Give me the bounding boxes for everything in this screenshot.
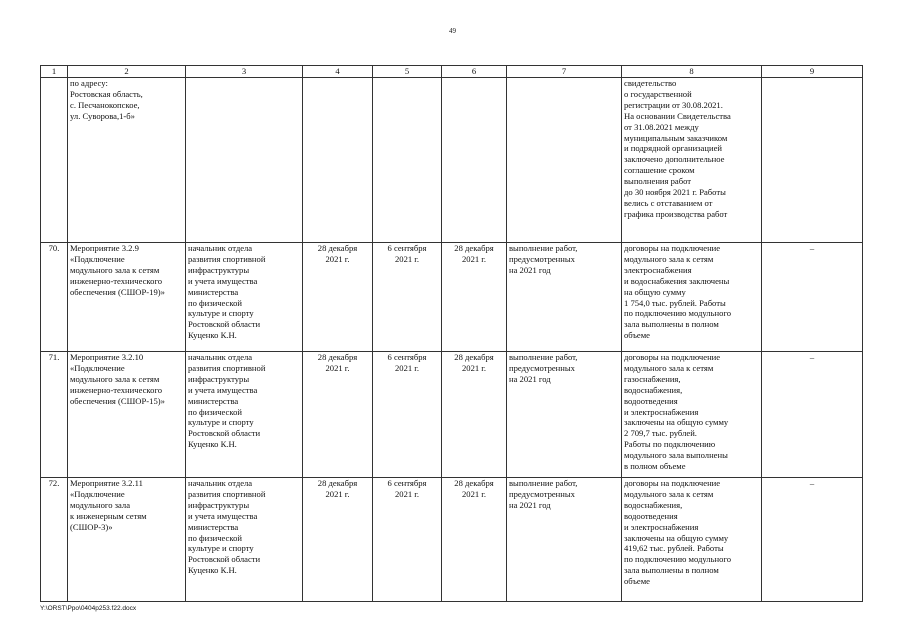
result-cell [507,78,622,243]
responsible-cell: начальник отдела развития спортивной инфраструктуры и учета имущества министерства по физической культуре и спорту Ростовской области Куценко К.Н. [186,478,303,602]
result-cell: выполнение работ, предусмотренных на 2021 год [507,352,622,478]
end-date-cell: 28 декабря 2021 г. [442,478,507,602]
result-cell: выполнение работ, предусмотренных на 2021 год [507,478,622,602]
start-date-cell [373,78,442,243]
planned-date-cell [303,78,373,243]
result-cell: выполнение работ, предусмотренных на 2021 год [507,243,622,352]
row-number-cell: 71. [41,352,68,478]
column-number: 4 [303,66,373,78]
status-cell: договоры на подключение модульного зала к сетям водоснабжения, водоотведения и электроснабжения заключены на общую сумму 419,62 тыс. рублей. Работы по подключению модульного зала выполнены в полном объеме [622,478,762,602]
event-name-cell: Мероприятие 3.2.9 «Подключение модульного зала к сетям инженерно-технического обеспечения (СШОР-19)» [68,243,186,352]
column-number-row [41,66,863,78]
column-number: 9 [762,66,863,78]
note-cell [762,78,863,243]
column-number: 5 [373,66,442,78]
table-row [41,352,863,478]
page-number: 49 [449,27,456,35]
column-number: 1 [41,66,68,78]
note-cell: – [762,352,863,478]
column-number: 3 [186,66,303,78]
column-number: 7 [507,66,622,78]
planned-date-cell: 28 декабря 2021 г. [303,478,373,602]
planned-date-cell: 28 декабря 2021 г. [303,352,373,478]
note-cell: – [762,243,863,352]
event-name-cell: по адресу: Ростовская область, с. Песчанокопское, ул. Суворова,1-б» [68,78,186,243]
row-number-cell: 72. [41,478,68,602]
status-cell: договоры на подключение модульного зала к сетям электроснабжения и водоснабжения заключены на общую сумму 1 754,0 тыс. рублей. Работы по подключению модульного зала выполнены в полном объеме [622,243,762,352]
column-number: 6 [442,66,507,78]
end-date-cell: 28 декабря 2021 г. [442,243,507,352]
responsible-cell [186,78,303,243]
start-date-cell: 6 сентября 2021 г. [373,243,442,352]
responsible-cell: начальник отдела развития спортивной инфраструктуры и учета имущества министерства по физической культуре и спорту Ростовской области Куценко К.Н. [186,352,303,478]
report-table [40,65,863,602]
row-number-cell: 70. [41,243,68,352]
planned-date-cell: 28 декабря 2021 г. [303,243,373,352]
end-date-cell [442,78,507,243]
status-cell: договоры на подключение модульного зала к сетям газоснабжения, водоснабжения, водоотведения и электроснабжения заключены на общую сумму 2 709,7 тыс. рублей. Работы по подключению модульного зала выполнены в полном объеме [622,352,762,478]
end-date-cell: 28 декабря 2021 г. [442,352,507,478]
event-name-cell: Мероприятие 3.2.11 «Подключение модульного зала к инженерным сетям (СШОР-3)» [68,478,186,602]
column-number: 2 [68,66,186,78]
column-number: 8 [622,66,762,78]
table-row-continuation [41,78,863,243]
start-date-cell: 6 сентября 2021 г. [373,352,442,478]
file-path-footer: Y:\ORST\Ppo\0404p253.f22.docx [40,605,137,612]
note-cell: – [762,478,863,602]
event-name-cell: Мероприятие 3.2.10 «Подключение модульного зала к сетям инженерно-технического обеспечения (СШОР-15)» [68,352,186,478]
status-cell: свидетельство о государственной регистрации от 30.08.2021. На основании Свидетельства от 31.08.2021 между муниципальным заказчиком и подрядной организацией заключено дополнительное соглашение сроком выполнения работ до 30 ноября 2021 г. Работы велись с отставанием от графика производства работ [622,78,762,243]
start-date-cell: 6 сентября 2021 г. [373,478,442,602]
table-row [41,243,863,352]
responsible-cell: начальник отдела развития спортивной инфраструктуры и учета имущества министерства по физической культуре и спорту Ростовской области Куценко К.Н. [186,243,303,352]
table-row [41,478,863,602]
row-number-cell [41,78,68,243]
